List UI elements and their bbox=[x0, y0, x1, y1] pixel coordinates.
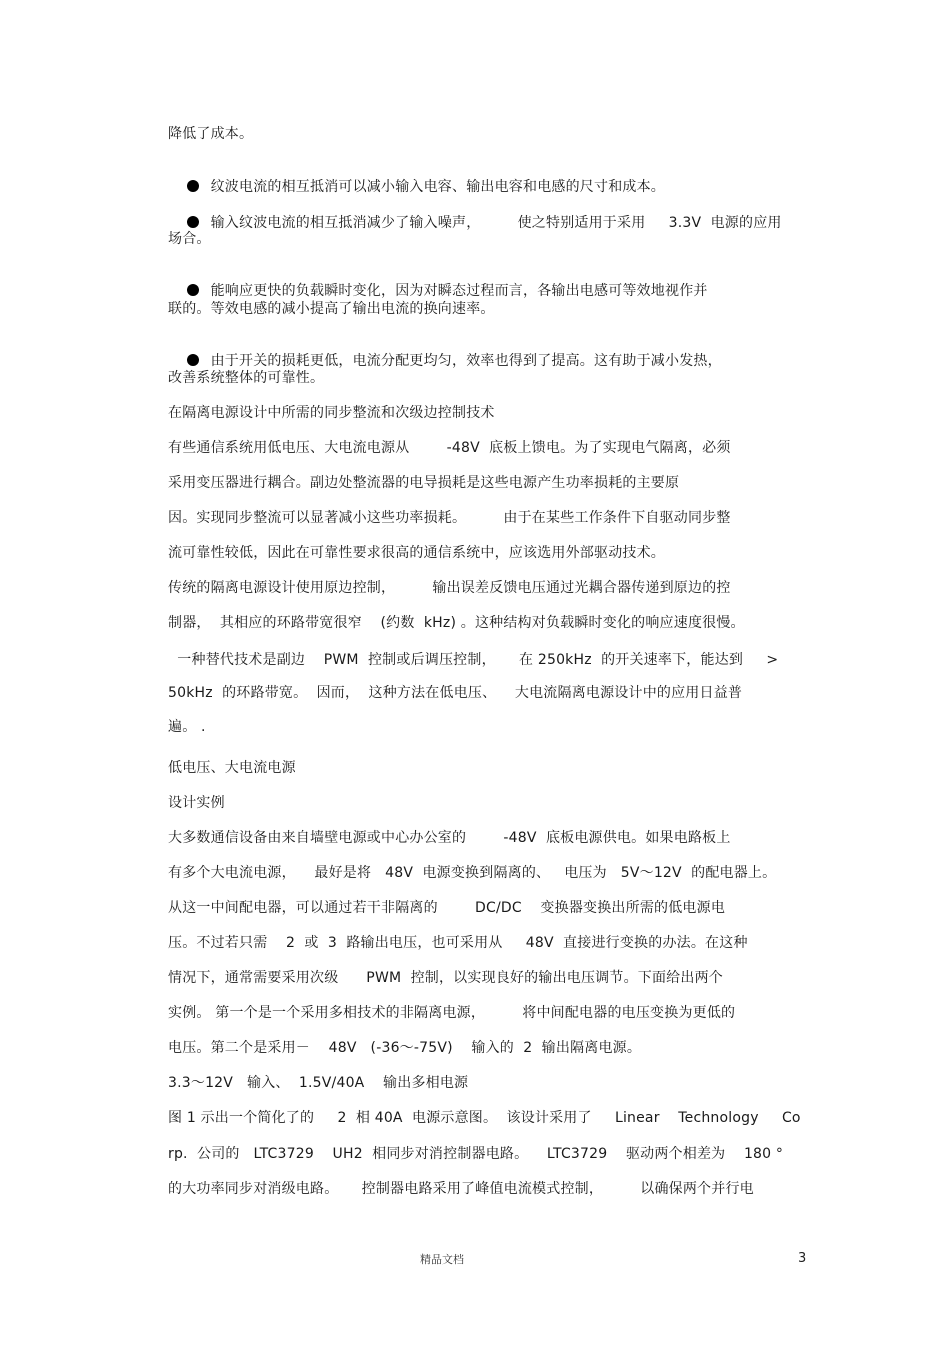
section-heading: 在隔离电源设计中所需的同步整流和次级边控制技术 bbox=[168, 405, 495, 421]
body-line: 遍。 . bbox=[168, 719, 206, 735]
body-line: 情况下，通常需要采用次级 PWM 控制，以实现良好的输出电压调节。下面给出两个 bbox=[168, 970, 723, 986]
bullet-icon bbox=[187, 284, 199, 296]
bullet-text: 纹波电流的相互抵消可以减小输入电容、输出电容和电感的尺寸和成本。 bbox=[210, 179, 666, 195]
body-line: 联的。等效电感的减小提高了输出电流的换向速率。 bbox=[168, 301, 495, 317]
body-line: 改善系统整体的可靠性。 bbox=[168, 370, 325, 386]
body-line: 降低了成本。 bbox=[168, 126, 254, 142]
bullet-item bbox=[168, 196, 782, 250]
body-line: 传统的隔离电源设计使用原边控制， 输出误差反馈电压通过光耦合器传递到原边的控 bbox=[168, 580, 731, 596]
body-line: 因。实现同步整流可以显著减小这些功率损耗。 由于在某些工作条件下自驱动同步整 bbox=[168, 510, 731, 526]
section-heading: 设计实例 bbox=[168, 795, 225, 811]
body-line: 大多数通信设备由来自墙壁电源或中心办公室的 -48V 底板电源供电。如果电路板上 bbox=[168, 830, 731, 846]
bullet-icon bbox=[187, 354, 199, 366]
page-number: 3 bbox=[798, 1251, 807, 1266]
body-line: 电压。第二个是采用－ 48V (-36～-75V) 输入的 2 输出隔离电源。 bbox=[168, 1040, 642, 1056]
body-line: 50kHz 的环路带宽。 因而， 这种方法在低电压、 大电流隔离电源设计中的应用日益普 bbox=[168, 685, 743, 701]
bullet-icon bbox=[187, 180, 199, 192]
body-line: 的大功率同步对消级电路。 控制器电路采用了峰值电流模式控制， 以确保两个并行电 bbox=[168, 1181, 754, 1197]
bullet-text: 由于开关的损耗更低，电流分配更均匀，效率也得到了提高。这有助于减小发热， bbox=[210, 353, 722, 369]
bullet-text: 能响应更快的负载瞬时变化，因为对瞬态过程而言，各输出电感可等效地视作并 bbox=[210, 283, 708, 299]
body-line: rp. 公司的 LTC3729 UH2 相同步对消控制器电路。 LTC3729 驱动两个相差为 180 ° bbox=[168, 1146, 784, 1162]
bullet-text: 输入纹波电流的相互抵消减少了输入噪声， 使之特别适用于采用 3.3V 电源的应用 bbox=[210, 215, 782, 231]
body-line: 有些通信系统用低电压、大电流电源从 -48V 底板上馈电。为了实现电气隔离，必须 bbox=[168, 440, 731, 456]
body-line: 制器， 其相应的环路带宽很窄 (约数 kHz) 。这种结构对负载瞬时变化的响应速度很慢。 bbox=[168, 615, 745, 631]
body-line: 压。不过若只需 2 或 3 路输出电压，也可采用从 48V 直接进行变换的办法。在这种 bbox=[168, 935, 748, 951]
body-line: 图 1 示出一个简化了的 2 相 40A 电源示意图。 该设计采用了 Linear Technology Co bbox=[168, 1110, 801, 1126]
body-line: 一种替代技术是副边 PWM 控制或后调压控制， 在 250kHz 的开关速率下，能达到 > bbox=[168, 652, 779, 668]
footer-label: 精品文档 bbox=[420, 1253, 464, 1266]
bullet-icon bbox=[187, 216, 199, 228]
body-line: 实例。 第一个是一个采用多相技术的非隔离电源， 将中间配电器的电压变换为更低的 bbox=[168, 1005, 736, 1021]
body-line: 采用变压器进行耦合。副边处整流器的电导损耗是这些电源产生功率损耗的主要原 bbox=[168, 475, 680, 491]
section-heading: 3.3～12V 输入、 1.5V/40A 输出多相电源 bbox=[168, 1075, 469, 1091]
body-line: 场合。 bbox=[168, 231, 211, 247]
body-line: 流可靠性较低，因此在可靠性要求很高的通信系统中，应该选用外部驱动技术。 bbox=[168, 545, 665, 561]
body-line: 从这一中间配电器，可以通过若干非隔离的 DC/DC 变换器变换出所需的低电源电 bbox=[168, 900, 726, 916]
section-heading: 低电压、大电流电源 bbox=[168, 760, 296, 776]
body-line: 有多个大电流电源， 最好是将 48V 电源变换到隔离的、 电压为 5V～12V 的配电器上。 bbox=[168, 865, 777, 881]
